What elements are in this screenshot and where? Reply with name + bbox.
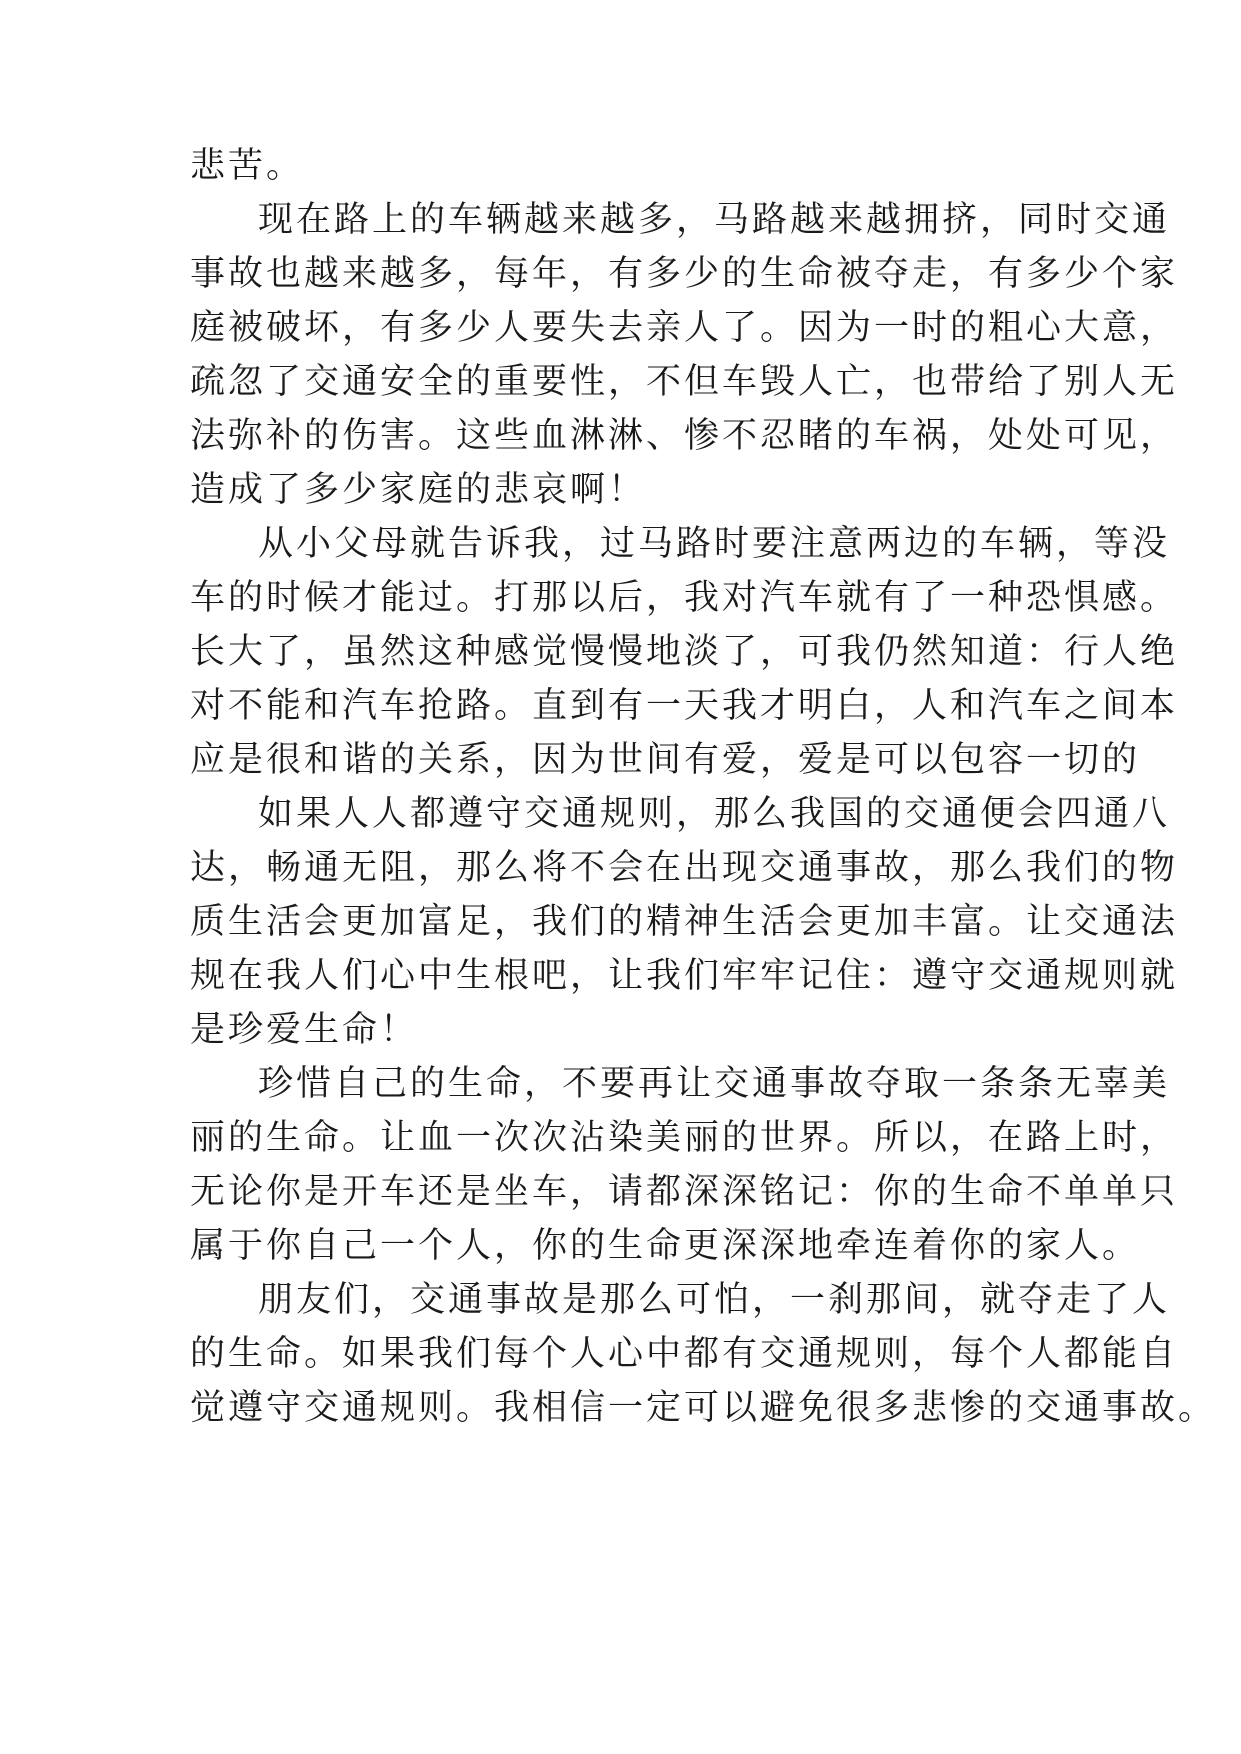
text-line: 无论你是开车还是坐车，请都深深铭记：你的生命不单单只 <box>190 1172 1179 1212</box>
text-line: 法弥补的伤害。这些血淋淋、惨不忍睹的车祸，处处可见， <box>190 416 1179 456</box>
text-line: 悲苦。 <box>190 146 305 186</box>
text-line: 长大了，虽然这种感觉慢慢地淡了，可我仍然知道：行人绝 <box>190 632 1179 672</box>
text-line: 规在我人们心中生根吧，让我们牢牢记住：遵守交通规则就 <box>190 956 1179 996</box>
text-line: 达，畅通无阻，那么将不会在出现交通事故，那么我们的物 <box>190 848 1179 888</box>
paragraph-start-line: 现在路上的车辆越来越多，马路越来越拥挤，同时交通 <box>258 200 1171 240</box>
text-line: 应是很和谐的关系，因为世间有爱，爱是可以包容一切的 <box>190 740 1141 780</box>
text-line: 丽的生命。让血一次次沾染美丽的世界。所以，在路上时， <box>190 1118 1179 1158</box>
text-line: 质生活会更加富足，我们的精神生活会更加丰富。让交通法 <box>190 902 1179 942</box>
paragraph-start-line: 如果人人都遵守交通规则，那么我国的交通便会四通八 <box>258 794 1171 834</box>
text-line: 属于你自己一个人，你的生命更深深地牵连着你的家人。 <box>190 1226 1141 1266</box>
text-line: 对不能和汽车抢路。直到有一天我才明白，人和汽车之间本 <box>190 686 1179 726</box>
text-line: 事故也越来越多，每年，有多少的生命被夺走，有多少个家 <box>190 254 1179 294</box>
paragraph-start-line: 朋友们，交通事故是那么可怕，一刹那间，就夺走了人 <box>258 1280 1171 1320</box>
paragraph-start-line: 珍惜自己的生命，不要再让交通事故夺取一条条无辜美 <box>258 1064 1171 1104</box>
text-line: 造成了多少家庭的悲哀啊！ <box>190 470 647 510</box>
text-line: 庭被破坏，有多少人要失去亲人了。因为一时的粗心大意， <box>190 308 1179 348</box>
text-line: 疏忽了交通安全的重要性，不但车毁人亡，也带给了别人无 <box>190 362 1179 402</box>
text-line: 的生命。如果我们每个人心中都有交通规则，每个人都能自 <box>190 1334 1179 1374</box>
text-line: 车的时候才能过。打那以后，我对汽车就有了一种恐惧感。 <box>190 578 1179 618</box>
text-line: 觉遵守交通规则。我相信一定可以避免很多悲惨的交通事故。 <box>190 1388 1217 1428</box>
text-line: 是珍爱生命！ <box>190 1010 419 1050</box>
paragraph-start-line: 从小父母就告诉我，过马路时要注意两边的车辆，等没 <box>258 524 1171 564</box>
